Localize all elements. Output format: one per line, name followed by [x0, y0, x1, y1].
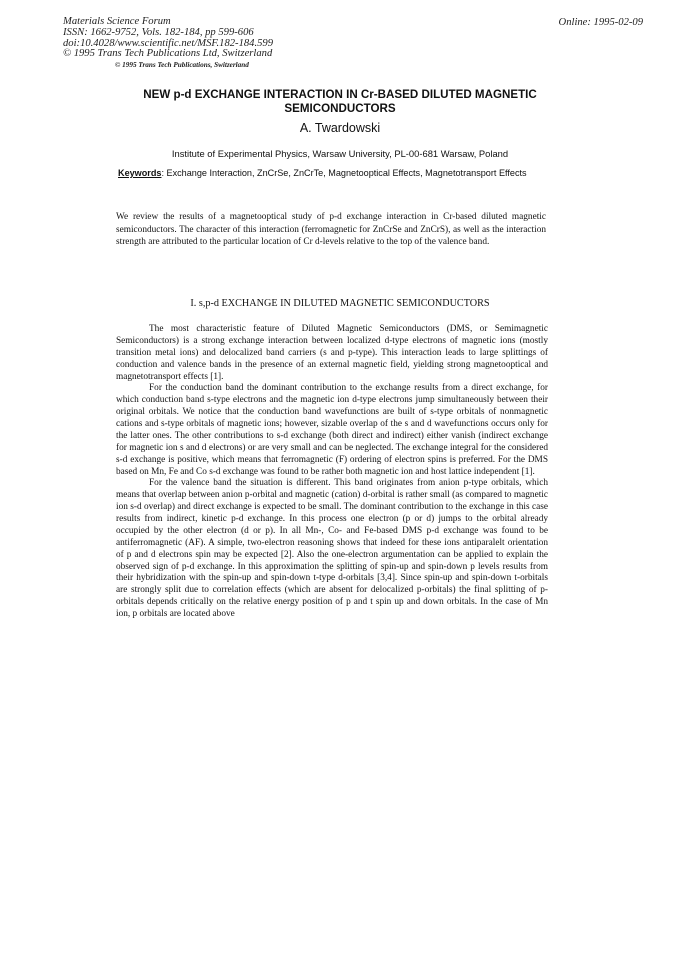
journal-name: Materials Science Forum	[63, 16, 171, 27]
keywords-block	[118, 168, 548, 179]
title-line-2: SEMICONDUCTORS	[284, 102, 396, 115]
section-heading: I. s,p-d EXCHANGE IN DILUTED MAGNETIC SEMICONDUCTORS	[190, 298, 490, 309]
paper-title	[90, 88, 590, 116]
abstract: We review the results of a magnetooptical study of p-d exchange interaction in Cr-based diluted magnetic semiconductors. The character of this interaction (ferromagnetic for ZnCrSe and ZnCrS), as well as the interaction strength are attributed to the particular location of Cr d-levels relative to the top of the valence band.	[116, 212, 546, 248]
title-line-1: NEW p-d EXCHANGE INTERACTION IN Cr-BASED DILUTED MAGNETIC	[143, 88, 537, 101]
publication-meta	[63, 17, 273, 71]
online-date: Online: 1995-02-09	[558, 17, 643, 28]
issn-line: ISSN: 1662-9752, Vols. 182-184, pp 599-606	[63, 26, 254, 38]
affiliation: Institute of Experimental Physics, Warsaw University, PL-00-681 Warsaw, Poland	[171, 148, 509, 159]
author-name: A. Twardowski	[299, 121, 381, 135]
keywords-label: Keywords	[118, 168, 162, 178]
keywords-list: : Exchange Interaction, ZnCrSe, ZnCrTe, Magnetooptical Effects, Magnetotransport Effects	[161, 168, 527, 178]
small-copyright-line: © 1995 Trans Tech Publications, Switzerland	[115, 61, 249, 70]
paragraph: The most characteristic feature of Diluted Magnetic Semiconductors (DMS, or Semimagnetic Semiconductors) is a strong exchange interaction between localized d-type electrons of magnetic ions (mostly transition metal ions) and delocalized band carriers (s and p-type). This interaction leads to large splittings of conduction and valence bands in the presence of an external magnetic field, yielding strong magnetooptical and magnetotransport effects [1].	[116, 324, 548, 382]
doi-line[interactable]: doi:10.4028/www.scientific.net/MSF.182-184.599	[63, 37, 273, 49]
paragraph: For the conduction band the dominant contribution to the exchange results from a direct exchange, for which conduction band s-type electrons and the magnetic ion d-type electrons jump simultaneously between their original orbitals. We notice that the conduction band wavefunctions are built of s-type orbitals of nonmagnetic cations and s-type orbitals of magnetic ions; however, sizable overlap of the s and d wavefunctions occurs only for the latter ones. The other contributions to s-d exchange (both direct and indirect) either vanish (indirect exchange for magnetic ion s and d electrons) or are very small and can be neglected. The exchange integral for the considered s-d exchange is positive, which means that ferromagnetic (F) ordering of electron spins is preferred. For the DMS based on Mn, Fe and Co s-d exchange was found to be rather both magnetic ion and host lattice independent [1].	[116, 383, 548, 477]
section-body	[116, 324, 548, 621]
copyright-line: © 1995 Trans Tech Publications Ltd, Switzerland	[63, 48, 273, 60]
paragraph: For the valence band the situation is different. This band originates from anion p-type orbitals, which means that overlap between anion p-orbital and magnetic (cation) d-orbital is rather small (as compared to magnetic ion s-d overlap) and direct exchange is expected to be small. The dominant contribution to the exchange in this case results from indirect, kinetic p-d exchange. In this process one electron (p or d) jumps to the orbital already occupied by the other electron (d or p). In all Mn-, Co- and Fe-based DMS p-d exchange was found to be antiferromagnetic (AF). A simple, two-electron reasoning shows that indeed for these ions antiparalelt orientation of p and d electrons spin may be expected [2]. Also the one-electron argumentation can be applied to explain the observed sign of p-d exchange. In this approximation the splitting of spin-up and spin-down p levels results from their hybridization with the spin-up and spin-down t-type d-orbitals [3,4]. Since spin-up and spin-down t-orbitals are strongly split due to correlation effects (which are absent for delocalized p-orbitals) the final splitting of p-orbitals depends critically on the relative energy position of p and t spin up and down orbitals. In the case of Mn ion, p orbitals are located above	[116, 478, 548, 619]
